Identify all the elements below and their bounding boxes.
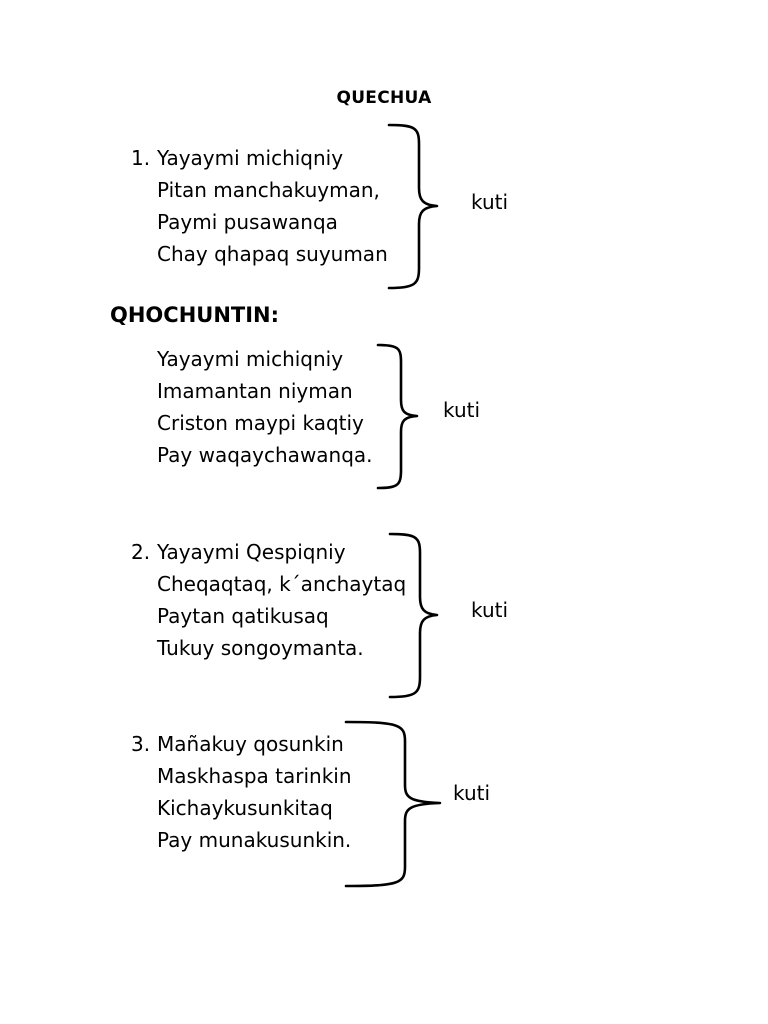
- verse-line: Pay munakusunkin.: [157, 828, 352, 852]
- verse-line: Maskhaspa tarinkin: [157, 764, 352, 788]
- curly-brace-icon: [387, 531, 447, 701]
- verse-line: Paytan qatikusaq: [157, 604, 329, 628]
- verse-line: Chay qhapaq suyuman: [157, 242, 388, 266]
- verse-line: Yayaymi michiqniy: [157, 146, 344, 170]
- curly-brace-icon: [385, 122, 445, 292]
- verse-line: Paymi pusawanqa: [157, 210, 338, 234]
- repeat-label: kuti: [471, 598, 509, 622]
- stanza-number: 3.: [131, 732, 151, 756]
- verse-line: Pay waqaychawanqa.: [157, 443, 373, 467]
- stanza-lines: [157, 728, 352, 856]
- curly-brace-icon: [343, 719, 443, 891]
- verse-line: Tukuy songoymanta.: [157, 636, 364, 660]
- verse-line: Yayaymi michiqniy: [157, 347, 344, 371]
- repeat-label: kuti: [453, 781, 491, 805]
- verse-line: Pitan manchakuyman,: [157, 178, 380, 202]
- stanza-lines: [157, 142, 388, 270]
- stanza-lines: [157, 343, 373, 471]
- stanza-lines: [157, 536, 406, 664]
- stanza-number: 2.: [131, 540, 151, 564]
- repeat-label: kuti: [443, 398, 481, 422]
- verse-line: Imamantan niyman: [157, 379, 353, 403]
- document-title: QUECHUA: [336, 88, 432, 108]
- stanza-number: 1.: [131, 146, 151, 170]
- verse-line: Mañakuy qosunkin: [157, 732, 344, 756]
- repeat-label: kuti: [471, 190, 509, 214]
- verse-line: Yayaymi Qespiqniy: [157, 540, 346, 564]
- chorus-heading: QHOCHUNTIN:: [110, 303, 280, 327]
- curly-brace-icon: [375, 342, 425, 492]
- verse-line: Kichaykusunkitaq: [157, 796, 333, 820]
- verse-line: Cheqaqtaq, k´anchaytaq: [157, 572, 407, 596]
- verse-line: Criston maypi kaqtiy: [157, 411, 364, 435]
